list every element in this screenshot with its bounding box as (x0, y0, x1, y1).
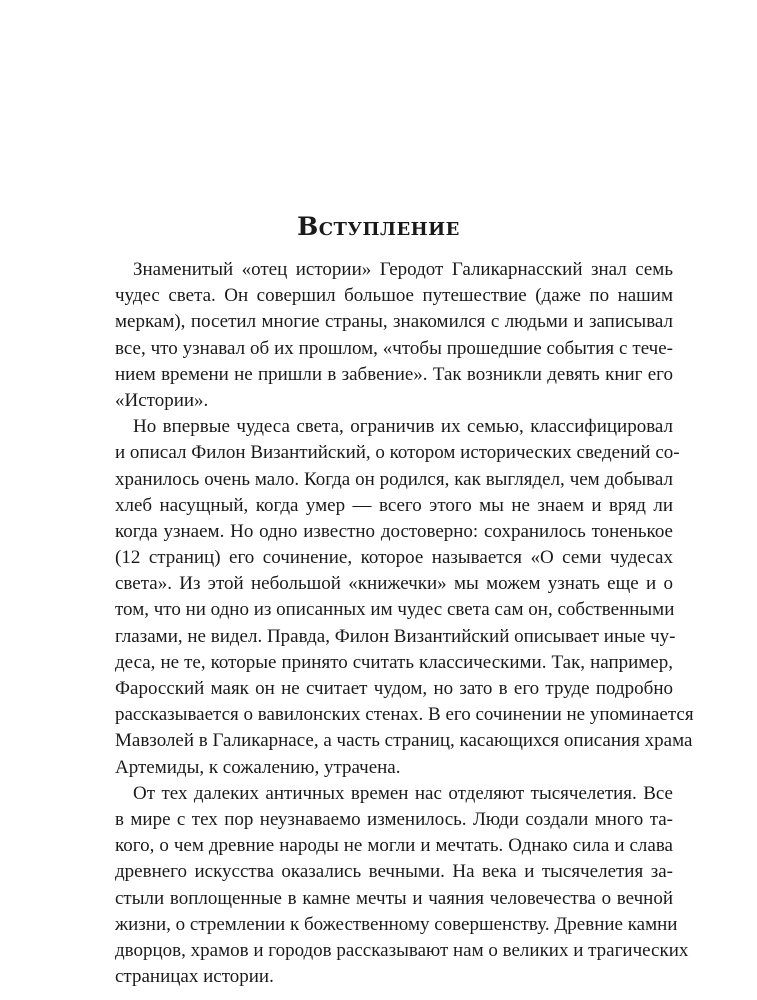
text-line: Фаросский маяк он не считает чудом, но зато в его труде подробно (115, 678, 673, 699)
paragraph-3 (115, 781, 689, 991)
text-line: (12 страниц) его сочинение, которое называется «О семи чудесах (115, 547, 673, 569)
chapter-title: Вступление (297, 212, 460, 241)
paragraph-2 (115, 414, 694, 781)
text-line: деса, не те, которые принято считать классическими. Так, например, (115, 651, 673, 673)
text-line: древнего искусства оказались вечными. На века и тысячелетия за- (115, 861, 673, 883)
text-line: том, что ни одно из описанных им чудес света сам он, собственными (115, 599, 675, 621)
text-line: хранилось очень мало. Когда он родился, как выглядел, чем добывал (115, 468, 673, 490)
text-line: дворцов, храмов и городов рассказывают нам о великих и трагических (115, 939, 689, 961)
text-line: света». Из этой небольшой «книжечки» мы можем узнать еще и о (115, 573, 673, 595)
paragraph-1 (115, 257, 673, 414)
text-line: стыли воплощенные в камне мечты и чаяния человечества о вечной (115, 887, 673, 909)
text-line: нием времени не пришли в забвение». Так возникли девять книг его (115, 363, 673, 385)
text-line: рассказывается о вавилонских стенах. В его сочинении не упоминается (115, 704, 694, 726)
text-line: Знаменитый «отец истории» Геродот Галикарнасский знал семь (133, 259, 673, 280)
text-line: Мавзолей в Галикарнасе, а часть страниц, касающихся описания храма (115, 730, 693, 752)
text-line: когда узнаем. Но одно известно достоверно: сохранилось тоненькое (115, 520, 673, 542)
text-line: Но впервые чудеса света, ограничив их семью, классифицировал (133, 416, 673, 438)
text-line: «Истории». (115, 389, 209, 411)
text-line: все, что узнавал об их прошлом, «чтобы прошедшие события с тече- (115, 337, 673, 359)
text-line: меркам), посетил многие страны, знакомился с людьми и записывал (115, 311, 673, 333)
text-line: и описал Филон Византийский, о котором исторических сведений со- (115, 442, 680, 464)
text-line: кого, о чем древние народы не могли и мечтать. Однако сила и слава (115, 835, 673, 857)
chapter-body (115, 257, 694, 990)
text-line: хлеб насущный, когда умер — всего этого мы не знаем и вряд ли (115, 494, 673, 516)
text-line: Артемиды, к сожалению, утрачена. (115, 756, 401, 778)
text-line: жизни, о стремлении к божественному совершенству. Древние камни (115, 913, 678, 935)
text-line: страницах истории. (115, 966, 274, 988)
text-line: глазами, не видел. Правда, Филон Византийский описывает иные чу- (115, 625, 676, 647)
text-line: От тех далеких античных времен нас отделяют тысячелетия. Все (133, 782, 673, 804)
text-line: в мире с тех пор неузнаваемо изменилось. Люди создали много та- (115, 808, 673, 830)
text-line: чудес света. Он совершил большое путешествие (даже по нашим (115, 285, 673, 307)
